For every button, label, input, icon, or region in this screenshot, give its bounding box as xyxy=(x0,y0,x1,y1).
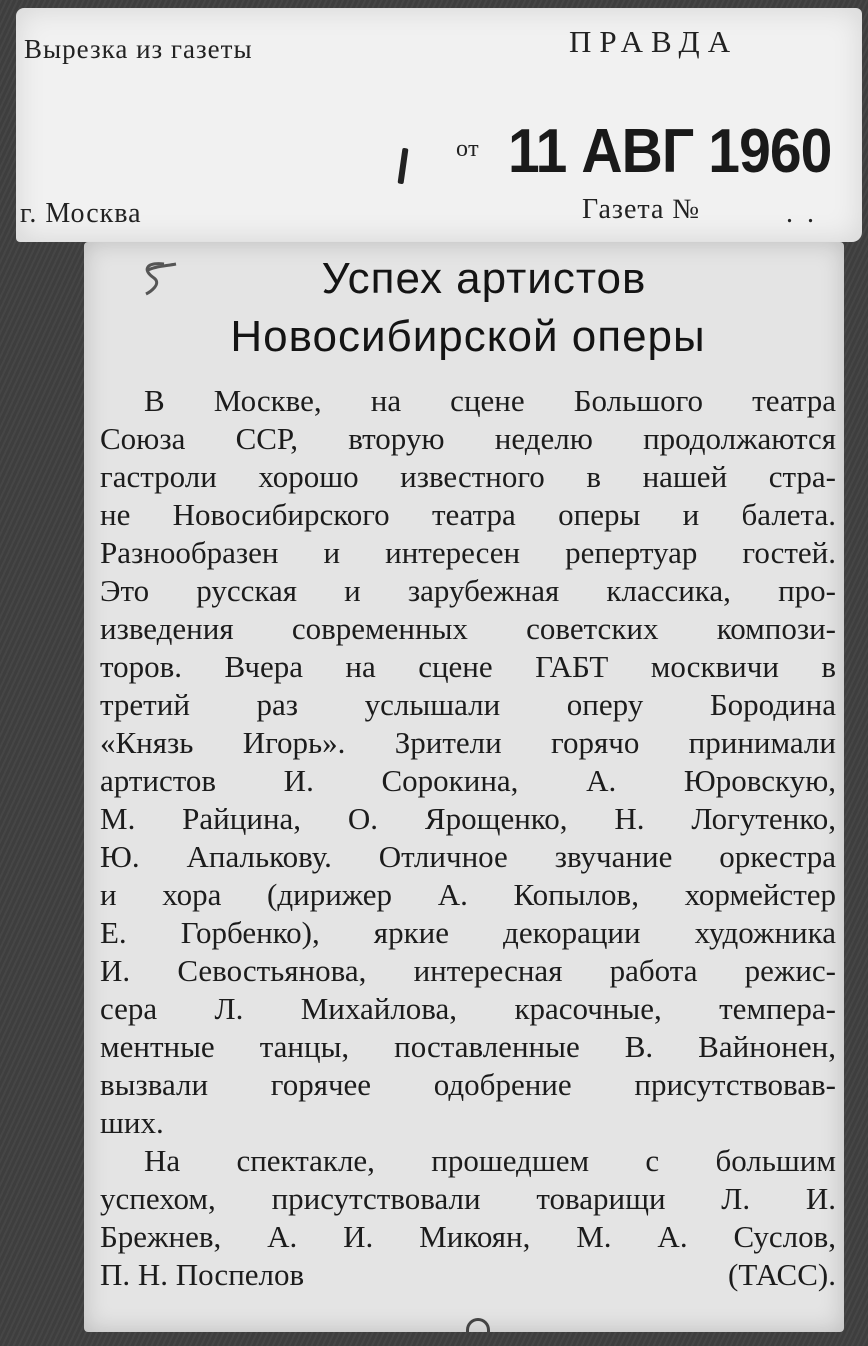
article-line: успехом, присутствовали товарищи Л. И. xyxy=(100,1181,836,1216)
article-line: третий раз услышали оперу Бородина xyxy=(100,687,836,722)
article-line: и хора (дирижер А. Копылов, хормейстер xyxy=(100,877,836,912)
article-line: Брежнев, А. И. Микоян, М. А. Суслов, xyxy=(100,1219,836,1254)
newspaper-number-label: Газета № xyxy=(582,194,701,225)
city-label: г. Москва xyxy=(20,198,142,229)
article-line: М. Райцина, О. Ярощенко, Н. Логутенко, xyxy=(100,801,836,836)
article-line: На спектакле, прошедшем с большим xyxy=(144,1143,836,1178)
article-signoff xyxy=(100,1256,836,1294)
clipping-from-label: Вырезка из газеты xyxy=(24,34,253,64)
ink-mark xyxy=(398,148,409,184)
article-line: торов. Вчера на сцене ГАБТ москвичи в xyxy=(100,649,836,684)
news-agency-source: (ТАСС). xyxy=(728,1257,836,1292)
article-title-line-1: Успех артистов xyxy=(321,254,647,303)
article-line: артистов И. Сорокина, А. Юровскую, xyxy=(100,763,836,798)
article-line: Разнообразен и интересен репертуар гостей. xyxy=(100,535,836,570)
article-line: В Москве, на сцене Большого театра xyxy=(144,383,836,418)
number-dots: . . xyxy=(786,198,814,229)
article-title-line-2: Новосибирской оперы xyxy=(230,312,706,361)
article-line: Е. Горбенко), яркие декорации художника xyxy=(100,915,836,950)
article-line: Ю. Апалькову. Отличное звучание оркестра xyxy=(100,839,836,874)
article-line: Союза ССР, вторую неделю продолжаются xyxy=(100,421,836,456)
binding-hole-mark xyxy=(466,1318,490,1333)
article-last-line: П. Н. Поспелов xyxy=(100,1257,305,1292)
article-line: «Князь Игорь». Зрители горячо принимали xyxy=(100,725,836,760)
article-line: гастроли хорошо известного в нашей стра- xyxy=(100,459,836,494)
article-line: вызвали горячее одобрение присутствовав- xyxy=(100,1067,836,1102)
article-line: И. Севостьянова, интересная работа режис- xyxy=(100,953,836,988)
newspaper-name: ПРАВДА xyxy=(569,24,739,59)
article-line: изведения современных советских компози- xyxy=(100,611,836,646)
article-line: не Новосибирского театра оперы и балета. xyxy=(100,497,836,532)
date-stamp: 11 АВГ 1960 xyxy=(508,117,832,186)
newspaper-clipping xyxy=(84,242,844,1332)
article-line: ментные танцы, поставленные В. Вайнонен, xyxy=(100,1029,836,1064)
clipping-label-card xyxy=(16,8,862,242)
article-line: ших. xyxy=(100,1105,164,1140)
date-prefix-label: от xyxy=(456,136,480,162)
article-line: Это русская и зарубежная классика, про- xyxy=(100,573,836,608)
article-body xyxy=(100,382,836,1294)
article-line: сера Л. Михайлова, красочные, темпера- xyxy=(100,991,836,1026)
